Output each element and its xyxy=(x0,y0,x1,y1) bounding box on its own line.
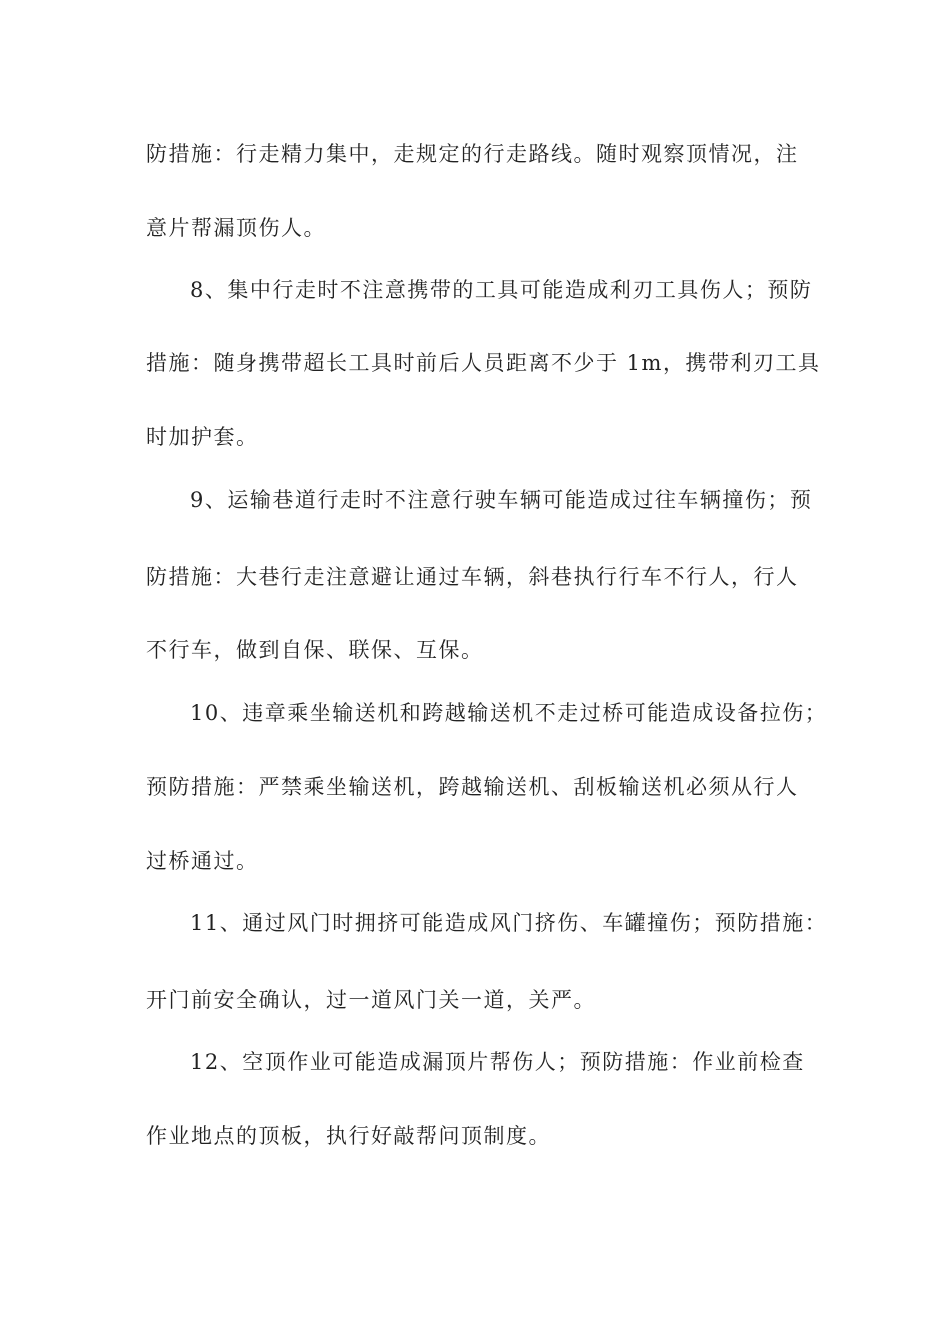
paragraph-item-8: 8、集中行走时不注意携带的工具可能造成利刃工具伤人；预防 xyxy=(190,278,813,302)
text-line: 措施：随身携带超长工具时前后人员距离不少于 1m，携带利刃工具 xyxy=(146,351,821,375)
text-line: 防措施：行走精力集中，走规定的行走路线。随时观察顶情况，注 xyxy=(146,142,799,166)
paragraph-item-12: 12、空顶作业可能造成漏顶片帮伤人；预防措施：作业前检查 xyxy=(190,1050,805,1074)
text-line: 作业地点的顶板，执行好敲帮问顶制度。 xyxy=(146,1124,551,1148)
text-line: 预防措施：严禁乘坐输送机，跨越输送机、刮板输送机必须从行人 xyxy=(146,775,799,799)
paragraph-item-11: 11、通过风门时拥挤可能造成风门挤伤、车罐撞伤；预防措施： xyxy=(190,911,828,935)
paragraph-item-10: 10、违章乘坐输送机和跨越输送机不走过桥可能造成设备拉伤； xyxy=(190,701,828,725)
paragraph-item-9: 9、运输巷道行走时不注意行驶车辆可能造成过往车辆撞伤；预 xyxy=(190,488,813,512)
text-line: 开门前安全确认，过一道风门关一道，关严。 xyxy=(146,988,596,1012)
text-line: 防措施：大巷行走注意避让通过车辆，斜巷执行行车不行人，行人 xyxy=(146,565,799,589)
text-line: 过桥通过。 xyxy=(146,849,259,873)
text-line: 时加护套。 xyxy=(146,425,259,449)
text-line: 不行车，做到自保、联保、互保。 xyxy=(146,638,484,662)
text-line: 意片帮漏顶伤人。 xyxy=(146,216,326,240)
